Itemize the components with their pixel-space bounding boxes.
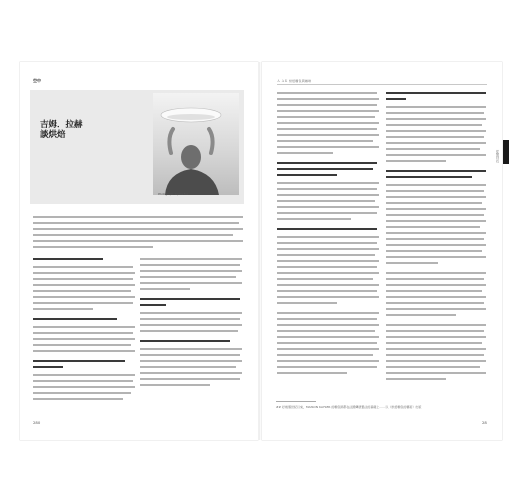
footnote: ## 好幾個世紀以來，MAISON KAYSER 的麵包師都在法國傳統製法的基礎上……以《烘焙麵包的藝術》出版: [276, 405, 422, 409]
chapter-side-tab: [503, 140, 509, 164]
profile-title: [40, 120, 83, 140]
profile-photo: [153, 93, 239, 195]
header-rule: [277, 84, 487, 85]
left-page-number: 280: [33, 420, 41, 425]
profile-subtitle: 談烘焙: [40, 130, 66, 140]
book-gutter: [259, 62, 262, 440]
baker-photo-illustration: [153, 93, 239, 195]
right-page-number: 28: [482, 420, 487, 425]
footnote-rule: [276, 401, 316, 402]
photo-credit: Photograph: Squire Fox: [158, 193, 189, 196]
running-header: Ａ ＡＫ 烘焙麵包與咖啡: [277, 79, 312, 83]
chapter-side-label: 從無到有: [495, 150, 499, 163]
section-tag: 空中: [33, 78, 41, 83]
profile-name: 吉姆．拉赫: [40, 120, 83, 130]
